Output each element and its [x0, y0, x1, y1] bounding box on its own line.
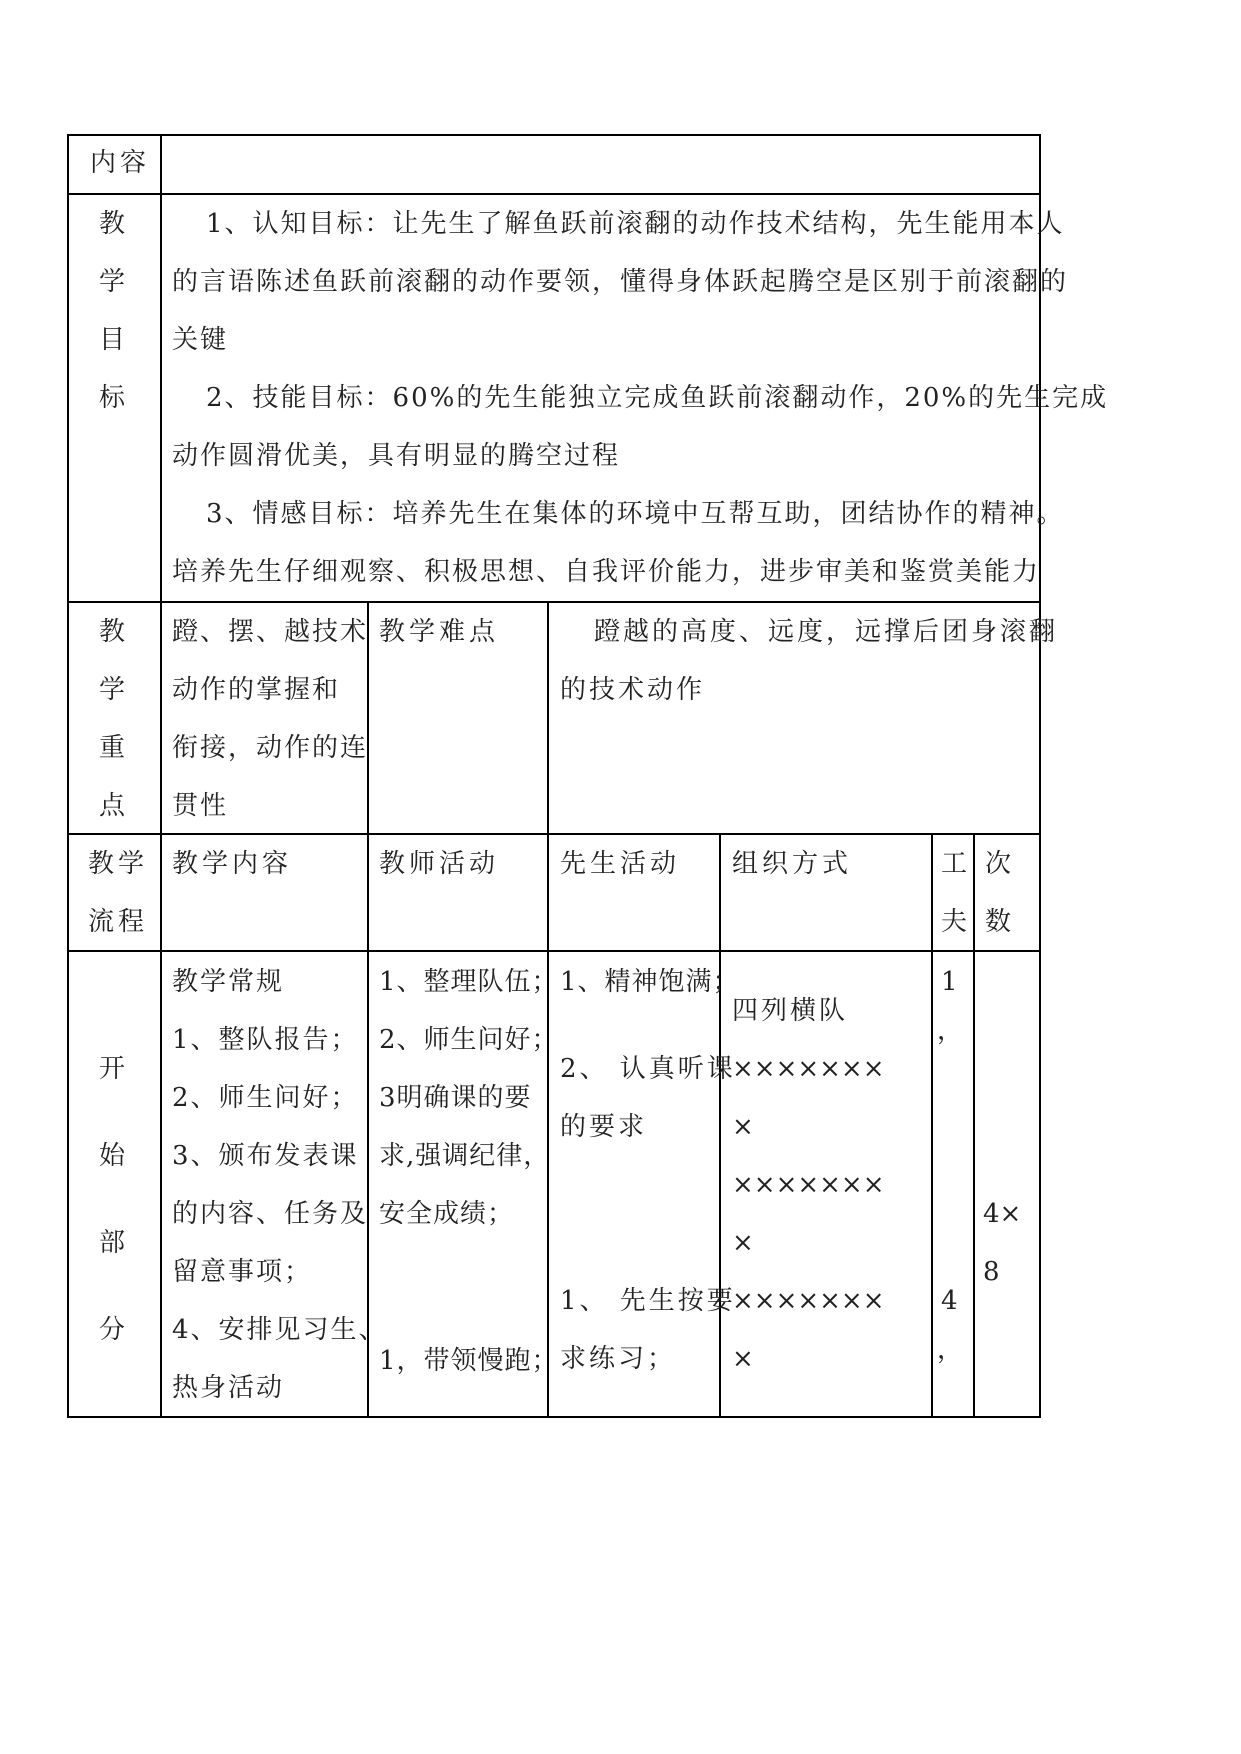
start-teacher-line-4: 求,强调纪律，: [379, 1141, 551, 1171]
start-student-line-4: 1、 先生按要: [560, 1286, 736, 1316]
start-org-line-4: ×××××××: [732, 1170, 885, 1200]
flow-header-time-char-2: 夫: [941, 907, 972, 937]
start-teacher-line-2: 2、师生问好；: [379, 1025, 559, 1055]
difficulty-content-line-2: 的技术动作: [560, 675, 706, 705]
keypoints-label-char-2: 学: [98, 675, 129, 705]
flow-header-student: 先生活动: [560, 849, 681, 879]
start-label-char-2: 始: [98, 1141, 129, 1171]
flow-header-teacher: 教师活动: [379, 849, 500, 879]
col-divider-organization: [931, 833, 933, 1418]
keypoints-content-line-1: 蹬、摆、越技术: [172, 617, 369, 647]
objectives-line-6: 3、情感目标：培养先生在集体的环境中互帮互助，团结协作的精神。: [206, 499, 1065, 529]
objectives-label-char-4: 标: [98, 383, 129, 413]
start-time-b-2: ，: [937, 1335, 968, 1365]
col-divider-student: [719, 833, 721, 1418]
start-student-line-3: 的要求: [560, 1112, 648, 1142]
flow-header-organization: 组织方式: [732, 849, 853, 879]
table-right-border: [1039, 134, 1041, 1418]
start-content-line-4: 3、颁布发表课: [172, 1141, 359, 1171]
start-content-line-1: 教学常规: [172, 967, 285, 997]
start-org-line-3: ×: [732, 1112, 754, 1142]
start-label-char-3: 部: [98, 1228, 129, 1258]
objectives-label-char-3: 目: [98, 325, 129, 355]
difficulty-content-line-1: 蹬越的高度、远度，远撑后团身滚翻: [594, 617, 1059, 647]
start-content-line-6: 留意事项；: [172, 1257, 313, 1287]
start-content-line-7: 4、安排见习生、: [172, 1315, 387, 1345]
table-bottom-border: [67, 1416, 1041, 1418]
keypoints-content-line-3: 衔接，动作的连: [172, 733, 369, 763]
keypoints-label-char-4: 点: [98, 791, 129, 821]
start-org-line-1: 四列横队: [732, 996, 849, 1026]
start-content-line-3: 2、师生问好；: [172, 1083, 359, 1113]
row-divider-keypoints: [67, 601, 1041, 603]
start-student-line-1: 1、精神饱满；: [560, 967, 740, 997]
objectives-line-2: 的言语陈述鱼跃前滚翻的动作要领，懂得身体跃起腾空是区别于前滚翻的: [172, 267, 1069, 297]
start-label-char-4: 分: [98, 1315, 129, 1345]
flow-header-content: 教学内容: [172, 849, 293, 879]
start-teacher-line-1: 1、整理队伍；: [379, 967, 559, 997]
keypoints-content-line-4: 贯性: [172, 791, 229, 821]
objectives-line-5: 动作圆滑优美，具有明显的腾空过程: [172, 441, 621, 471]
flow-header-count-char-1: 次: [985, 849, 1016, 879]
start-student-line-5: 求练习；: [560, 1344, 677, 1374]
col-divider-label: [160, 134, 162, 1418]
start-student-line-2: 2、 认真听课: [560, 1054, 736, 1084]
start-count-line-2: 8: [983, 1257, 1004, 1287]
col-divider-teacher: [547, 601, 549, 1418]
start-time-a-1: 1: [941, 967, 962, 997]
flow-header-stage-line-1: 教学: [88, 849, 149, 879]
start-time-a-2: ，: [937, 1016, 968, 1046]
start-content-line-2: 1、整队报告；: [172, 1025, 359, 1055]
start-org-line-2: ×××××××: [732, 1054, 885, 1084]
start-label-char-1: 开: [98, 1054, 129, 1084]
table-top-border: [67, 134, 1041, 136]
content-label: 内容: [90, 148, 151, 178]
row-divider-start-section: [67, 950, 1041, 952]
start-time-b-1: 4: [941, 1286, 962, 1316]
start-teacher-line-5: 安全成绩；: [379, 1199, 515, 1229]
keypoints-label-char-3: 重: [98, 733, 129, 763]
start-teacher-warmup: 1，带领慢跑；: [379, 1346, 559, 1376]
start-content-line-5: 的内容、任务及: [172, 1199, 369, 1229]
start-org-line-5: ×: [732, 1228, 754, 1258]
col-divider-content: [367, 601, 369, 1418]
keypoints-label-char-1: 教: [98, 617, 129, 647]
objectives-line-1: 1、认知目标：让先生了解鱼跃前滚翻的动作技术结构，先生能用本人: [206, 209, 1065, 239]
keypoints-content-line-2: 动作的掌握和: [172, 675, 341, 705]
objectives-line-3: 关键: [172, 325, 229, 355]
difficulty-label: 教学难点: [379, 617, 500, 647]
objectives-label-char-2: 学: [98, 267, 129, 297]
start-teacher-line-3: 3明确课的要: [379, 1083, 532, 1113]
row-divider-flow-header: [67, 833, 1041, 835]
flow-header-stage-line-2: 流程: [88, 907, 149, 937]
objectives-line-7: 培养先生仔细观察、积极思想、自我评价能力，进步审美和鉴赏美能力: [172, 557, 1041, 587]
flow-header-time-char-1: 工: [941, 849, 972, 879]
flow-header-count-char-2: 数: [985, 907, 1016, 937]
start-content-line-8: 热身活动: [172, 1373, 285, 1403]
table-left-border: [67, 134, 69, 1418]
start-org-line-6: ×××××××: [732, 1286, 885, 1316]
start-org-line-7: ×: [732, 1344, 754, 1374]
start-count-line-1: 4×: [983, 1199, 1022, 1229]
objectives-label-char-1: 教: [98, 209, 129, 239]
objectives-line-4: 2、技能目标：60%的先生能独立完成鱼跃前滚翻动作，20%的先生完成: [206, 383, 1109, 413]
col-divider-time: [973, 833, 975, 1418]
row-divider-objectives: [67, 193, 1041, 195]
